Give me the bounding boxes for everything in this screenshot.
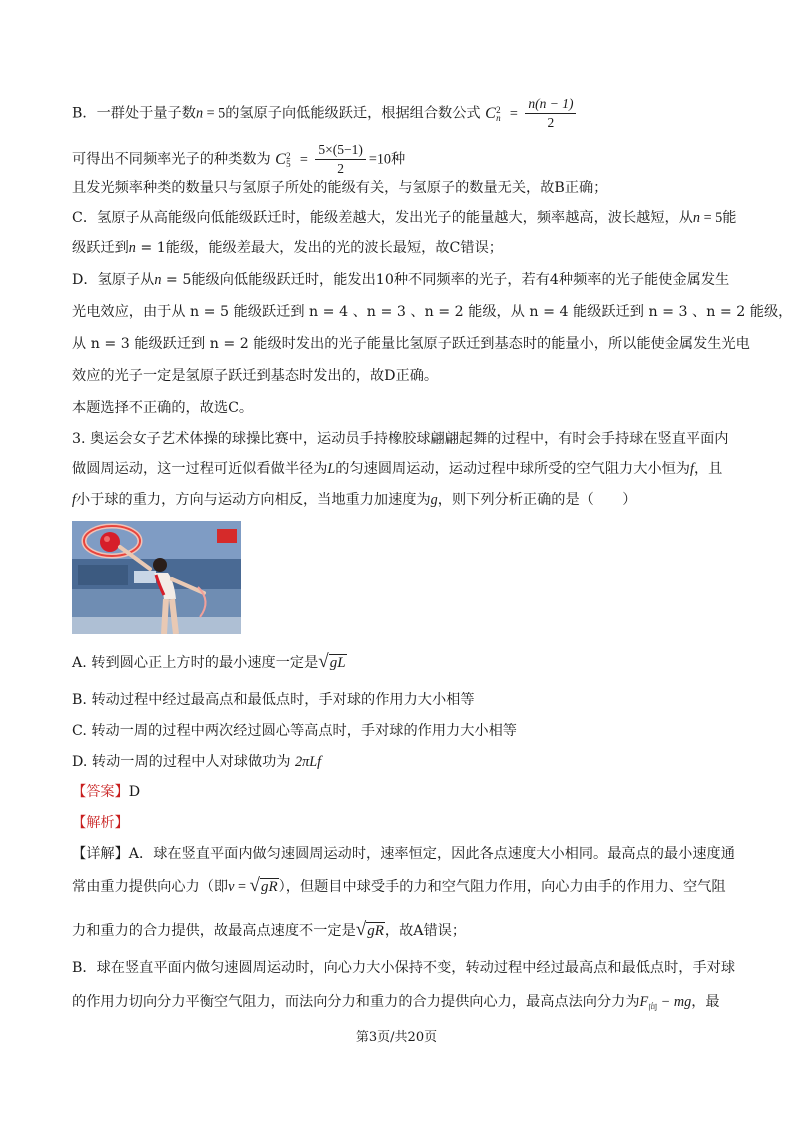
explanation-line: 力和重力的合力提供，故最高点速度不一定是√gR，故A错误； [72,919,467,940]
option-c: C. 转动一周的过程中两次经过圆心等高点时，手对球的作用力大小相等 [72,723,517,739]
text-line: 本题选择不正确的，故选C。 [72,400,254,416]
text-line: 从 n = 3 能级跃迁到 n = 2 能级时发出的光子能量比氢原子跃迁到基态时的能量小，所以能使金属发生光电 [72,336,750,352]
question-stem: f小于球的重力，方向与运动方向相反，当地重力加速度为g，则下列分析正确的是（ ） [72,492,637,508]
text-line: 且发光频率种类的数量只与氢原子所处的能级有关，与氢原子的数量无关，故B正确； [72,180,608,196]
explanation-line: 的作用力切向分力平衡空气阻力，而法向分力和重力的合力提供向心力，最高点法向分力为$F_向$ − mg，最 [72,994,720,1013]
gymnast-photo [72,521,241,634]
text-line: 光电效应，由于从 n = 5 能级跃迁到 n = 4 、n = 3 、n = 2 能级，从 n = 4 能级跃迁到 n = 3 、n = 2 能级， [72,304,793,320]
fraction: $\frac{n(n - 1)}{2}$ [525,95,576,132]
option-a: A. 转到圆心正上方时的最小速度一定是√gL [72,651,346,672]
text-line: 可得出不同频率光子的种类数为 C 2 5 = $\frac{5\times(5-1)}{2}$ =10种 [72,142,406,176]
sqrt-expression: √gL [318,651,346,672]
explanation-line: B．球在竖直平面内做匀速圆周运动时，向心力大小保持不变，转动过程中经过最高点和最低点时，手对球 [72,960,736,976]
sqrt-expression: √gR [355,919,384,940]
option-d: D. 转动一周的过程中人对球做功为 2πLf [72,754,322,770]
sqrt-expression: √gR [249,875,278,896]
question-stem: 3. 奥运会女子艺术体操的球操比赛中，运动员手持橡胶球翩翩起舞的过程中，有时会手持球在竖直平面内 [72,431,729,447]
text-line: B．一群处于量子数n = 5的氢原子向低能级跃迁，根据组合数公式 C 2 n = $\frac{n(n - 1)}{2}$ [72,95,579,132]
question-stem: 做圆周运动，这一过程可近似看做半径为L的匀速圆周运动，运动过程中球所受的空气阻力大小恒为f，且 [72,461,723,477]
answer-line: 【答案】D [72,784,141,800]
page-footer: 第3页/共20页 [355,1030,438,1045]
text-line: D．氢原子从n = 5能级向低能级跃迁时，能发出10种不同频率的光子，若有4种频率的光子能使金属发生 [72,272,730,288]
analysis-heading: 【解析】 [72,815,129,831]
combination-symbol: C 2 5 [275,150,291,169]
gymnast-illustration [72,521,241,634]
explanation-line: 【详解】A．球在竖直平面内做匀速圆周运动时，速率恒定，因此各点速度大小相同。最高点的最小速度通 [72,846,735,862]
text-line: 效应的光子一定是氢原子跃迁到基态时发出的，故D正确。 [72,368,439,384]
combination-symbol: C 2 n [485,104,501,123]
fraction: $\frac{5\times(5-1)}{2}$ [315,141,365,178]
text-line: C．氢原子从高能级向低能级跃迁时，能级差越大，发出光子的能量越大，频率越高，波长越短，从n = 5能 [72,210,737,226]
explanation-line: 常由重力提供向心力（即v = √gR），但题目中球受手的力和空气阻力作用，向心力由手的作用力、空气阻 [72,875,726,896]
option-b: B. 转动过程中经过最高点和最低点时，手对球的作用力大小相等 [72,692,475,708]
text-line: 级跃迁到n = 1能级，能级差最大，发出的光的波长最短，故C错误； [72,240,503,256]
